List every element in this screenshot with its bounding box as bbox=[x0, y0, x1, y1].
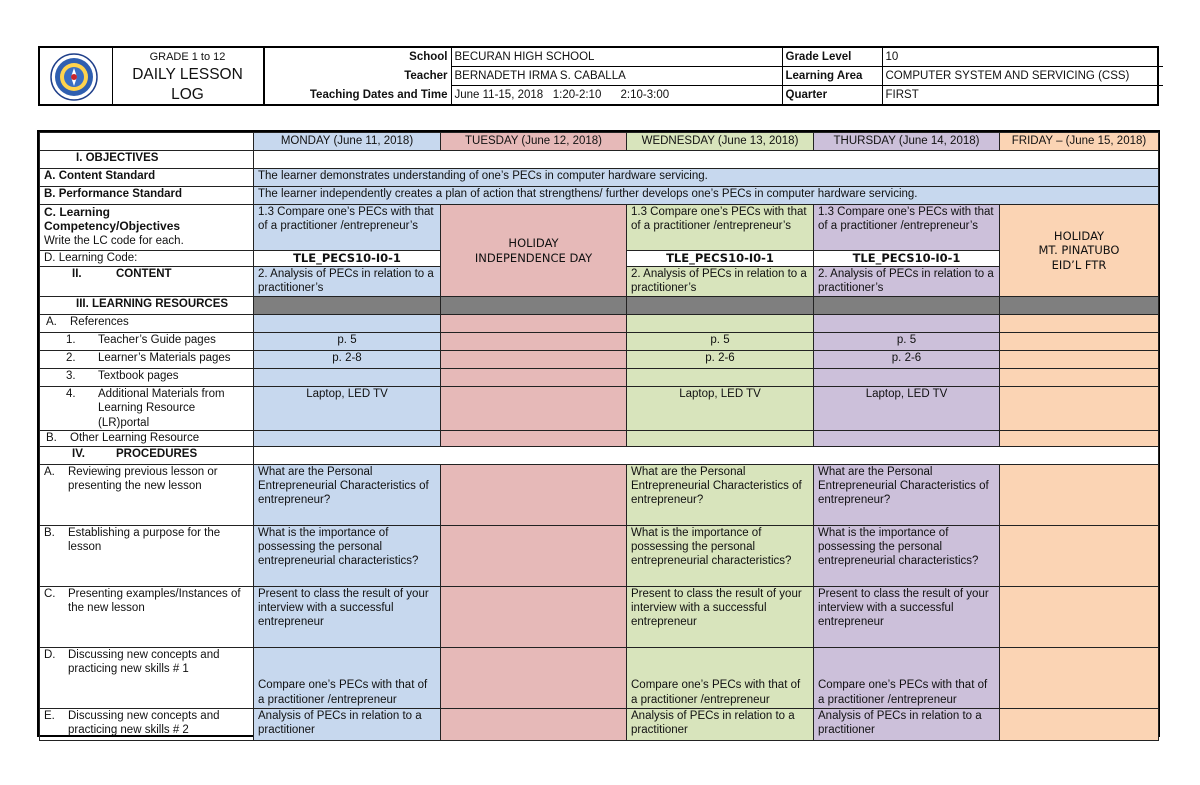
other-resource-row bbox=[40, 430, 1159, 446]
tb-monday bbox=[254, 369, 441, 387]
procedure-a-text: Reviewing previous lesson or presenting the new lesson bbox=[68, 465, 218, 493]
additional-materials-label bbox=[40, 387, 254, 431]
teachers-guide-text: Teacher’s Guide pages bbox=[98, 334, 216, 346]
procedure-e-row bbox=[40, 708, 1159, 740]
proc-e-wednesday: Analysis of PECs in relation to a practitioner bbox=[627, 708, 814, 740]
additional-materials-text: Additional Materials from Learning Resource (LR)portal bbox=[98, 388, 225, 429]
proc-d-wednesday: Compare one’s PECs with that of a practitioner /entrepreneur bbox=[627, 647, 814, 708]
proc-b-thursday: What is the importance of possessing the personal entrepreneurial characteristics? bbox=[814, 525, 1000, 586]
proc-d-tuesday bbox=[441, 647, 627, 708]
teacher-value: BERNADETH IRMA S. CABALLA bbox=[451, 67, 782, 86]
competency-row bbox=[40, 205, 1159, 251]
learning-code-label: D. Learning Code: bbox=[40, 251, 254, 267]
procedure-c-letter: C. bbox=[44, 587, 56, 600]
competency-thursday: 1.3 Compare one’s PECs with that of a practitioner /entrepreneur’s bbox=[814, 205, 1000, 251]
day-tuesday: TUESDAY (June 12, 2018) bbox=[441, 133, 627, 151]
proc-a-wednesday: What are the Personal Entrepreneurial Characteristics of entrepreneur? bbox=[627, 464, 814, 525]
am-tuesday bbox=[441, 387, 627, 431]
textbook-label bbox=[40, 369, 254, 387]
day-friday: FRIDAY – (June 15, 2018) bbox=[1000, 133, 1159, 151]
procedure-d-text: Discussing new concepts and practicing new skills # 1 bbox=[68, 648, 220, 676]
tb-wednesday bbox=[627, 369, 814, 387]
procedure-b-label bbox=[40, 525, 254, 586]
tg-friday bbox=[1000, 333, 1159, 351]
proc-a-friday bbox=[1000, 464, 1159, 525]
or-wednesday bbox=[627, 430, 814, 446]
teachers-guide-number: 1. bbox=[66, 334, 76, 346]
holiday-fri-line1: HOLIDAY bbox=[1053, 229, 1105, 244]
procedures-label bbox=[40, 446, 254, 464]
other-resource-letter: B. bbox=[46, 431, 57, 444]
proc-a-tuesday bbox=[441, 464, 627, 525]
procedure-c-text: Presenting examples/Instances of the new lesson bbox=[68, 587, 241, 615]
resources-bar-thursday bbox=[814, 297, 1000, 315]
additional-materials-number: 4. bbox=[66, 388, 76, 400]
lesson-table bbox=[39, 132, 1159, 741]
proc-b-tuesday bbox=[441, 525, 627, 586]
other-resource-label bbox=[40, 430, 254, 446]
tb-thursday bbox=[814, 369, 1000, 387]
procedures-row bbox=[40, 446, 1159, 464]
tg-wednesday: p. 5 bbox=[627, 333, 814, 351]
deped-seal-icon bbox=[50, 53, 98, 101]
content-monday: 2. Analysis of PECs in relation to a practitioner’s bbox=[254, 267, 441, 297]
proc-c-wednesday: Present to class the result of your interview with a successful entrepreneur bbox=[627, 586, 814, 647]
content-label bbox=[40, 267, 254, 297]
resources-heading: III. LEARNING RESOURCES bbox=[40, 297, 254, 315]
content-number: II. bbox=[72, 268, 82, 280]
learning-area-value: COMPUTER SYSTEM AND SERVICING (CSS) bbox=[882, 67, 1163, 86]
lm-friday bbox=[1000, 351, 1159, 369]
procedure-e-wrap bbox=[44, 709, 249, 738]
textbook-text: Textbook pages bbox=[98, 370, 179, 382]
procedure-a-row bbox=[40, 464, 1159, 525]
competency-wednesday: 1.3 Compare one’s PECs with that of a practitioner /entrepreneur’s bbox=[627, 205, 814, 251]
procedure-e-text: Discussing new concepts and practicing new skills # 2 bbox=[68, 709, 220, 737]
dates-value: June 11-15, 2018 1:20-2:10 2:10-3:00 bbox=[451, 86, 782, 105]
objectives-heading: I. OBJECTIVES bbox=[40, 151, 254, 169]
performance-standard-text: The learner independently creates a plan of action that strengthens/ further develops one’s PECs in computer hardware servicing. bbox=[254, 187, 1159, 205]
references-wednesday bbox=[627, 315, 814, 333]
procedure-c-label bbox=[40, 586, 254, 647]
grade-level-label: Grade Level bbox=[782, 48, 882, 67]
grade-range: GRADE 1 to 12 bbox=[149, 51, 226, 63]
proc-c-monday: Present to class the result of your interview with a successful entrepreneur bbox=[254, 586, 441, 647]
resources-bar-monday bbox=[254, 297, 441, 315]
proc-d-friday bbox=[1000, 647, 1159, 708]
holiday-tue-line1: HOLIDAY bbox=[508, 236, 559, 251]
proc-b-friday bbox=[1000, 525, 1159, 586]
proc-d-thursday: Compare one’s PECs with that of a practitioner /entrepreneur bbox=[814, 647, 1000, 708]
teachers-guide-row bbox=[40, 333, 1159, 351]
title-line-2: LOG bbox=[171, 86, 204, 103]
tg-tuesday bbox=[441, 333, 627, 351]
procedure-c-wrap bbox=[44, 587, 249, 616]
competency-note: Write the LC code for each. bbox=[44, 234, 184, 247]
or-tuesday bbox=[441, 430, 627, 446]
title-cell bbox=[112, 48, 263, 104]
lm-tuesday bbox=[441, 351, 627, 369]
procedure-e-letter: E. bbox=[44, 709, 55, 722]
proc-a-monday: What are the Personal Entrepreneurial Characteristics of entrepreneur? bbox=[254, 464, 441, 525]
or-thursday bbox=[814, 430, 1000, 446]
am-monday: Laptop, LED TV bbox=[254, 387, 441, 431]
content-standard-row bbox=[40, 169, 1159, 187]
procedure-d-label bbox=[40, 647, 254, 708]
references-tuesday bbox=[441, 315, 627, 333]
am-friday bbox=[1000, 387, 1159, 431]
procedure-b-wrap bbox=[44, 526, 249, 555]
dates-label: Teaching Dates and Time bbox=[265, 86, 451, 105]
procedures-number: IV. bbox=[72, 447, 86, 460]
content-wednesday: 2. Analysis of PECs in relation to a practitioner’s bbox=[627, 267, 814, 297]
or-monday bbox=[254, 430, 441, 446]
references-row bbox=[40, 315, 1159, 333]
learners-materials-label bbox=[40, 351, 254, 369]
proc-c-tuesday bbox=[441, 586, 627, 647]
holiday-friday bbox=[1000, 205, 1159, 297]
procedures-blank bbox=[254, 446, 1159, 464]
objectives-row bbox=[40, 151, 1159, 169]
quarter-value: FIRST bbox=[885, 89, 919, 101]
day-thursday: THURSDAY (June 14, 2018) bbox=[814, 133, 1000, 151]
resources-bar-friday bbox=[1000, 297, 1159, 315]
resources-bar-tuesday bbox=[441, 297, 627, 315]
info-block bbox=[263, 48, 1163, 104]
logo-cell bbox=[40, 48, 113, 104]
procedure-d-letter: D. bbox=[44, 648, 56, 661]
info-row bbox=[265, 48, 1163, 67]
procedure-a-letter: A. bbox=[44, 465, 55, 478]
tg-monday: p. 5 bbox=[254, 333, 441, 351]
holiday-fri-line3: EID’L FTR bbox=[1051, 257, 1107, 272]
learners-materials-text: Learner’s Materials pages bbox=[98, 352, 231, 364]
proc-d-monday: Compare one’s PECs with that of a practitioner /entrepreneur bbox=[254, 647, 441, 708]
procedure-c-row bbox=[40, 586, 1159, 647]
procedure-b-row bbox=[40, 525, 1159, 586]
objectives-blank bbox=[254, 151, 1159, 169]
additional-materials-wrap bbox=[44, 387, 249, 430]
performance-standard-label: B. Performance Standard bbox=[40, 187, 254, 205]
procedure-b-letter: B. bbox=[44, 526, 55, 539]
day-wednesday: WEDNESDAY (June 13, 2018) bbox=[627, 133, 814, 151]
content-standard-text: The learner demonstrates understanding of one’s PECs in computer hardware servicing. bbox=[254, 169, 1159, 187]
day-monday: MONDAY (June 11, 2018) bbox=[254, 133, 441, 151]
references-monday bbox=[254, 315, 441, 333]
tb-tuesday bbox=[441, 369, 627, 387]
references-thursday bbox=[814, 315, 1000, 333]
proc-b-wednesday: What is the importance of possessing the personal entrepreneurial characteristics? bbox=[627, 525, 814, 586]
lm-monday: p. 2-8 bbox=[254, 351, 441, 369]
procedure-d-row bbox=[40, 647, 1159, 708]
references-text: References bbox=[70, 316, 129, 328]
lm-wednesday: p. 2-6 bbox=[627, 351, 814, 369]
learning-area-label: Learning Area bbox=[782, 67, 882, 86]
teachers-guide-label bbox=[40, 333, 254, 351]
competency-monday: 1.3 Compare one’s PECs with that of a practitioner /entrepreneur’s bbox=[254, 205, 441, 251]
resources-bar-wednesday bbox=[627, 297, 814, 315]
document-title bbox=[112, 65, 263, 105]
procedure-b-text: Establishing a purpose for the lesson bbox=[68, 526, 221, 554]
proc-e-monday: Analysis of PECs in relation to a practitioner bbox=[254, 708, 441, 740]
or-friday bbox=[1000, 430, 1159, 446]
content-heading: CONTENT bbox=[116, 268, 172, 280]
textbook-number: 3. bbox=[66, 370, 76, 382]
corner-cell bbox=[40, 133, 254, 151]
textbook-row bbox=[40, 369, 1159, 387]
holiday-tuesday bbox=[441, 205, 627, 297]
content-standard-label: A. Content Standard bbox=[40, 169, 254, 187]
am-thursday: Laptop, LED TV bbox=[814, 387, 1000, 431]
lesson-log-grid bbox=[37, 130, 1160, 737]
resources-row bbox=[40, 297, 1159, 315]
procedure-d-wrap bbox=[44, 648, 249, 677]
am-wednesday: Laptop, LED TV bbox=[627, 387, 814, 431]
proc-e-thursday: Analysis of PECs in relation to a practitioner bbox=[814, 708, 1000, 740]
learners-materials-row bbox=[40, 351, 1159, 369]
tg-thursday: p. 5 bbox=[814, 333, 1000, 351]
day-header-row bbox=[40, 133, 1159, 151]
procedures-heading: PROCEDURES bbox=[116, 447, 198, 460]
school-value: BECURAN HIGH SCHOOL bbox=[451, 48, 782, 67]
proc-c-friday bbox=[1000, 586, 1159, 647]
learners-materials-number: 2. bbox=[66, 352, 76, 364]
proc-e-tuesday bbox=[441, 708, 627, 740]
content-thursday: 2. Analysis of PECs in relation to a practitioner’s bbox=[814, 267, 1000, 297]
proc-b-monday: What is the importance of possessing the personal entrepreneurial characteristics? bbox=[254, 525, 441, 586]
references-friday bbox=[1000, 315, 1159, 333]
code-monday: TLE_PECS10-I0-1 bbox=[254, 251, 441, 267]
competency-title: C. Learning Competency/Objectives bbox=[44, 205, 181, 234]
procedure-a-wrap bbox=[44, 465, 249, 494]
proc-e-friday bbox=[1000, 708, 1159, 740]
references-label bbox=[40, 315, 254, 333]
title-line-1: DAILY LESSON bbox=[132, 66, 243, 83]
code-wednesday: TLE_PECS10-I0-1 bbox=[627, 251, 814, 267]
performance-standard-row bbox=[40, 187, 1159, 205]
quarter-label: Quarter bbox=[782, 86, 882, 105]
info-row bbox=[265, 86, 1163, 105]
competency-label bbox=[40, 205, 254, 251]
school-label: School bbox=[265, 48, 451, 67]
dll-header bbox=[38, 46, 1159, 106]
info-row bbox=[265, 67, 1163, 86]
proc-a-thursday: What are the Personal Entrepreneurial Characteristics of entrepreneur? bbox=[814, 464, 1000, 525]
info-table bbox=[265, 48, 1163, 104]
other-resource-text: Other Learning Resource bbox=[70, 431, 200, 444]
holiday-fri-line2: MT. PINATUBO bbox=[1038, 243, 1120, 258]
teacher-label: Teacher bbox=[265, 67, 451, 86]
lm-thursday: p. 2-6 bbox=[814, 351, 1000, 369]
tb-friday bbox=[1000, 369, 1159, 387]
references-letter: A. bbox=[46, 316, 57, 328]
grade-level-value: 10 bbox=[882, 48, 1163, 67]
code-thursday: TLE_PECS10-I0-1 bbox=[814, 251, 1000, 267]
procedure-a-label bbox=[40, 464, 254, 525]
procedure-e-label bbox=[40, 708, 254, 740]
additional-materials-row bbox=[40, 387, 1159, 431]
proc-c-thursday: Present to class the result of your interview with a successful entrepreneur bbox=[814, 586, 1000, 647]
holiday-tue-line2: INDEPENDENCE DAY bbox=[474, 250, 593, 265]
